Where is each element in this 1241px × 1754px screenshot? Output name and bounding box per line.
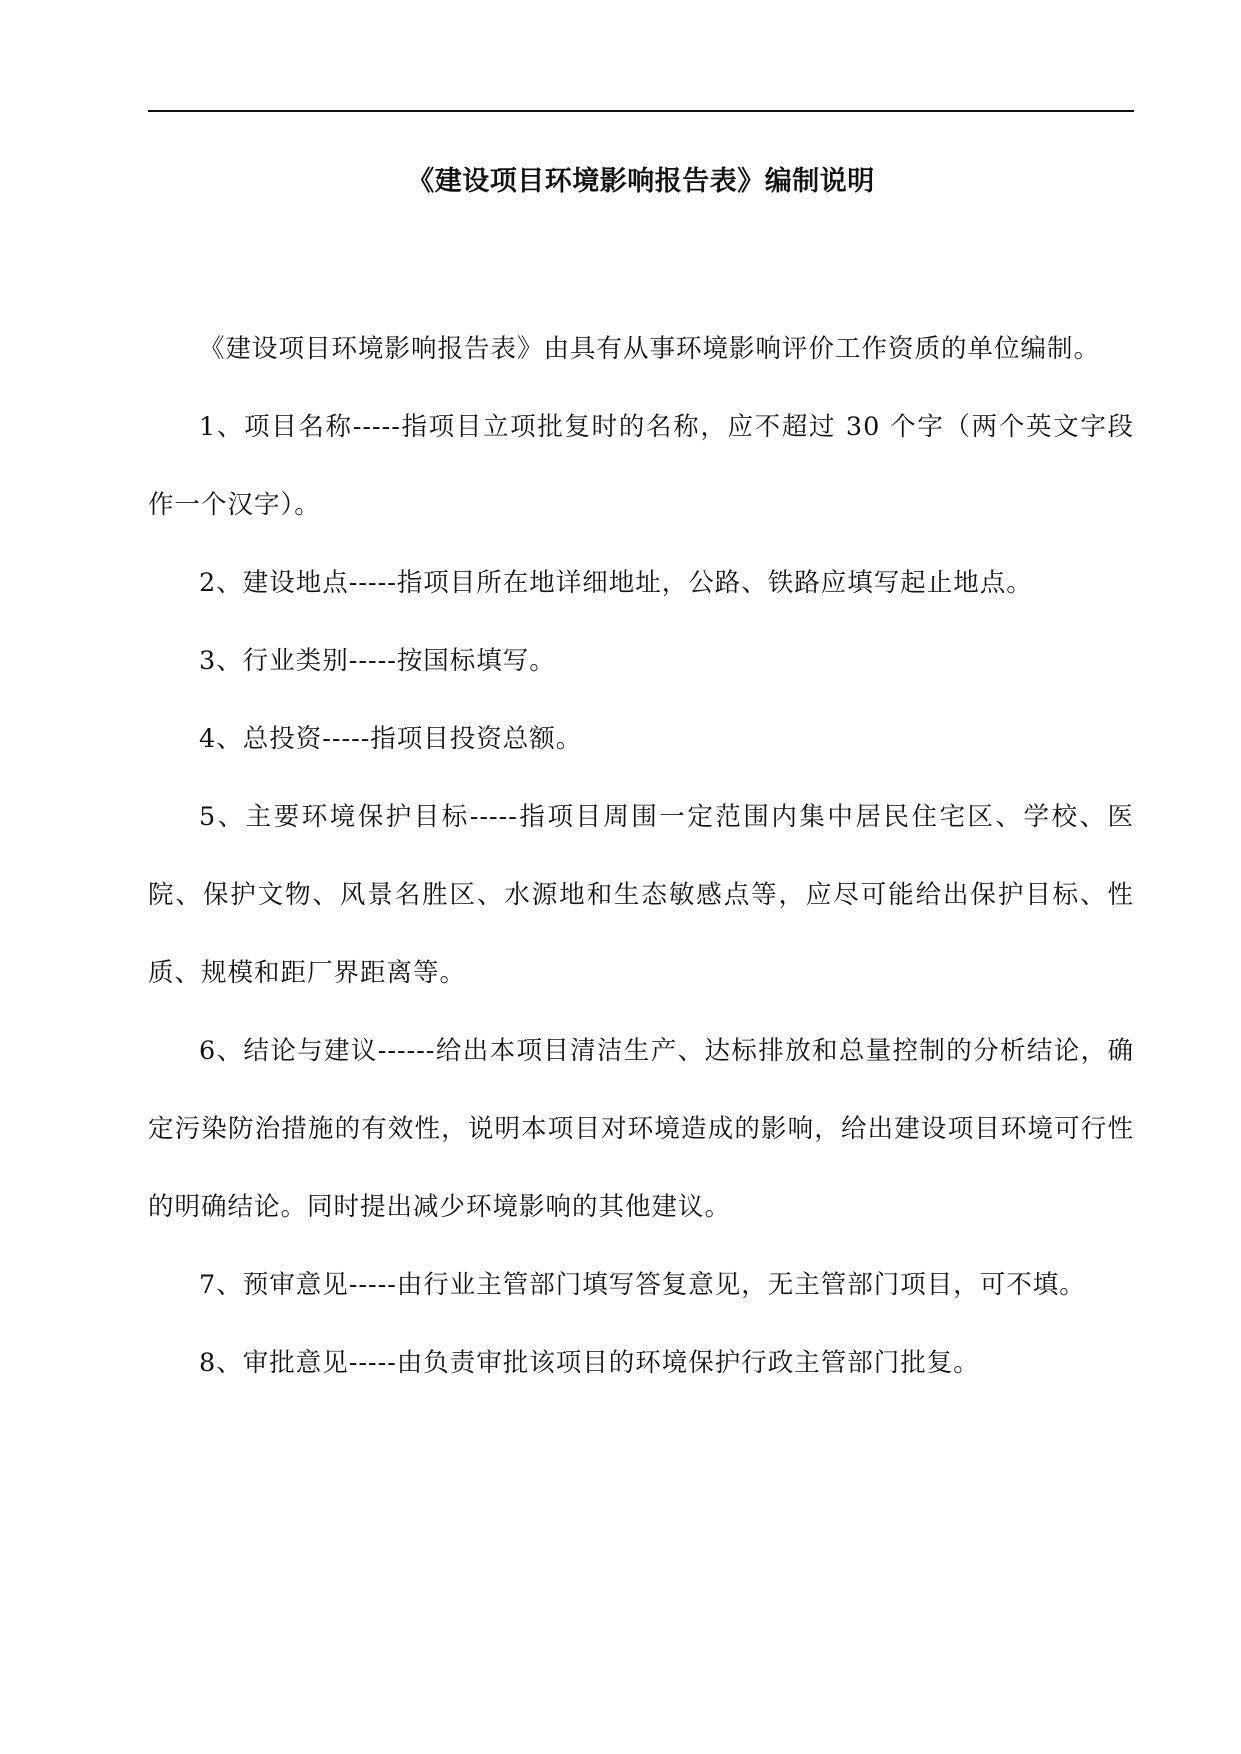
item-total-investment: 4、总投资-----指项目投资总额。 <box>199 724 583 754</box>
item-approval: 8、审批意见-----由负责审批该项目的环境保护行政主管部门批复。 <box>199 1348 980 1378</box>
item-industry-category: 3、行业类别-----按国标填写。 <box>199 646 556 676</box>
document-title: 《建设项目环境影响报告表》编制说明 <box>407 166 875 197</box>
intro-paragraph: 《建设项目环境影响报告表》由具有从事环境影响评价工作资质的单位编制。 <box>199 334 1101 364</box>
item-construction-site: 2、建设地点-----指项目所在地详细地址，公路、铁路应填写起止地点。 <box>199 568 1033 598</box>
header-rule <box>148 110 1134 112</box>
document-body <box>148 310 1134 1402</box>
item-conclusions: 6、结论与建议------给出本项目清洁生产、达标排放和总量控制的分析结论，确定污染防治措施的有效性，说明本项目对环境造成的影响，给出建设项目环境可行性的明确结论。同时提出减少环境影响的其他建议。 <box>148 1036 1134 1222</box>
item-protection-targets: 5、主要环境保护目标-----指项目周围一定范围内集中居民住宅区、学校、医院、保护文物、风景名胜区、水源地和生态敏感点等，应尽可能给出保护目标、性质、规模和距厂界距离等。 <box>148 802 1134 988</box>
item-project-name: 1、项目名称-----指项目立项批复时的名称，应不超过 30 个字（两个英文字段作一个汉字）。 <box>148 412 1134 520</box>
item-pre-review: 7、预审意见-----由行业主管部门填写答复意见，无主管部门项目，可不填。 <box>199 1270 1086 1300</box>
